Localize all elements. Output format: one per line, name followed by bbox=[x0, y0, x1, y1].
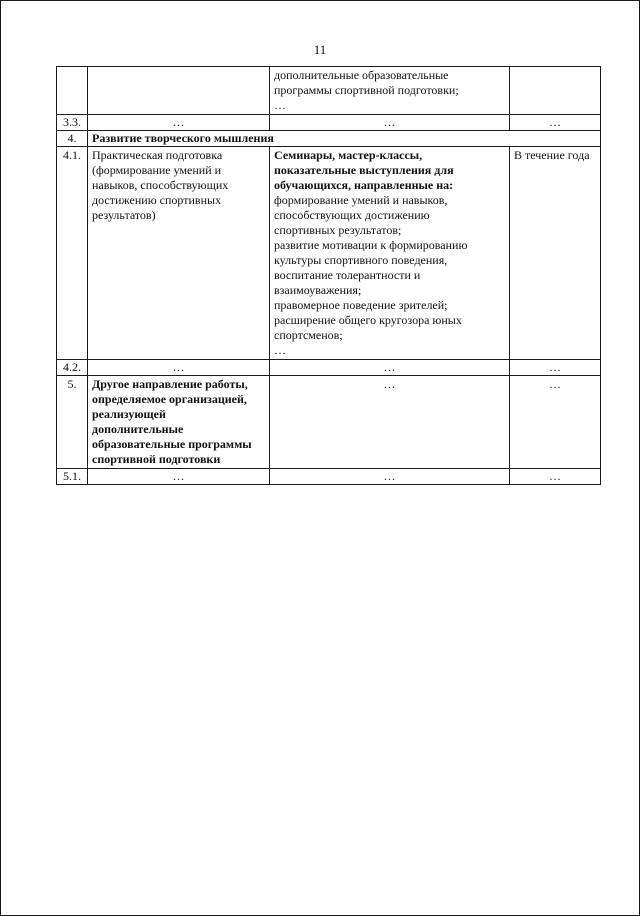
row-content-cell: … bbox=[270, 469, 510, 485]
section-title-cell: Другое направление работы, определяемое организацией, реализующей дополнительные образовательные программы спортивной подготовки bbox=[88, 376, 270, 469]
section-number-cell: 4. bbox=[57, 131, 88, 147]
row-number-cell bbox=[57, 67, 88, 115]
table-row-4-1 bbox=[57, 147, 601, 360]
row-number-cell: 4.1. bbox=[57, 147, 88, 360]
row-content-cell: … bbox=[270, 376, 510, 469]
row-content-cell: … bbox=[270, 115, 510, 131]
table-row-continued bbox=[57, 67, 601, 115]
page-number: 11 bbox=[313, 42, 327, 57]
row-content-cell: … bbox=[270, 360, 510, 376]
row-number-cell: 3.3. bbox=[57, 115, 88, 131]
row-name-cell: … bbox=[88, 115, 270, 131]
row-number-cell: 4.2. bbox=[57, 360, 88, 376]
row-time-cell: … bbox=[510, 469, 601, 485]
row-name-cell: … bbox=[88, 360, 270, 376]
table-row-3-3 bbox=[57, 115, 601, 131]
row-time-cell: В течение года bbox=[510, 147, 601, 360]
row-time-cell bbox=[510, 67, 601, 115]
content-body: формирование умений и навыков, способствующих достижению спортивных результатов; развитие мотивации к формированию культуры спортивного поведения, воспитание толерантности и взаимоуважения; правомерное поведение зрителей; расширение общего кругозора юных спортсменов; … bbox=[274, 193, 468, 357]
row-name-cell: Практическая подготовка (формирование умений и навыков, способствующих достижению спортивных результатов) bbox=[88, 147, 270, 360]
table-row-4-2 bbox=[57, 360, 601, 376]
row-content-cell bbox=[270, 147, 510, 360]
plan-table bbox=[56, 66, 601, 485]
row-name-cell: … bbox=[88, 469, 270, 485]
row-time-cell: … bbox=[510, 115, 601, 131]
section-header-4 bbox=[57, 131, 601, 147]
row-name-cell bbox=[88, 67, 270, 115]
row-time-cell: … bbox=[510, 360, 601, 376]
section-header-5 bbox=[57, 376, 601, 469]
row-number-cell: 5.1. bbox=[57, 469, 88, 485]
table-row-5-1 bbox=[57, 469, 601, 485]
content-heading: Семинары, мастер-классы, показательные выступления для обучающихся, направленные на: bbox=[274, 148, 454, 192]
row-content-cell: дополнительные образовательные программы спортивной подготовки; … bbox=[270, 67, 510, 115]
section-title-cell: Развитие творческого мышления bbox=[88, 131, 601, 147]
section-number-cell: 5. bbox=[57, 376, 88, 469]
row-time-cell: … bbox=[510, 376, 601, 469]
